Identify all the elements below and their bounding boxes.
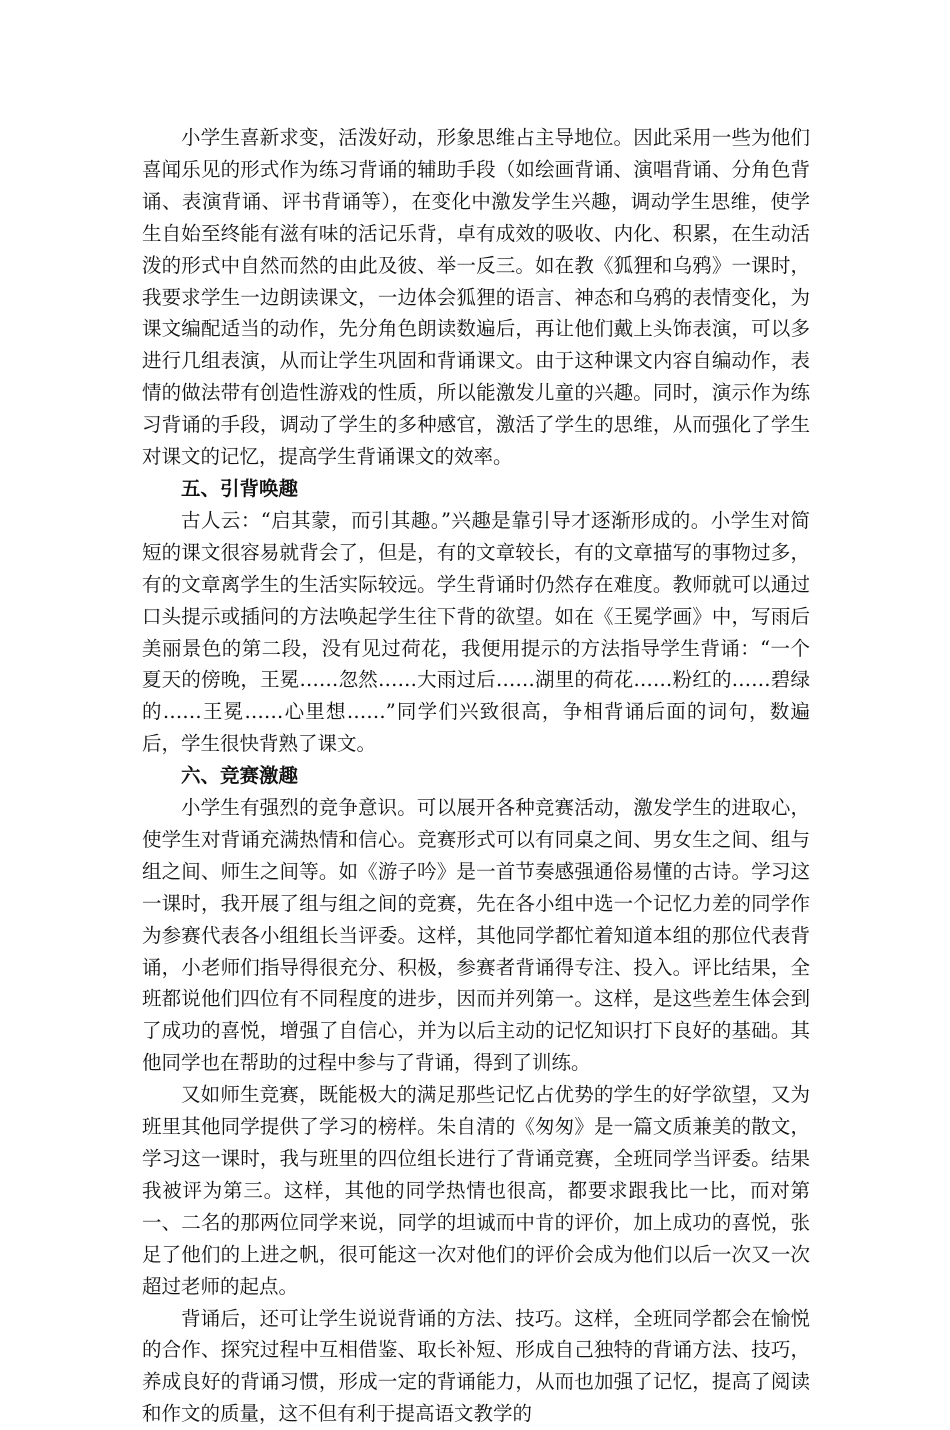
paragraph-intro: 小学生喜新求变，活泼好动，形象思维占主导地位。因此采用一些为他们喜闻乐见的形式作为练习背诵的辅助手段（如绘画背诵、演唱背诵、分角色背诵、表演背诵、评书背诵等），在变化中激发学生兴趣，调动学生思维，使学生自始至终能有滋有味的活记乐背，卓有成效的吸收、内化、积累，在生动活泼的形式中自然而然的由此及彼、举一反三。如在教《狐狸和乌鸦》一课时，我要求学生一边朗读课文，一边体会狐狸的语言、神态和乌鸦的表情变化，为课文编配适当的动作，先分角色朗读数遍后，再让他们戴上头饰表演，可以多进行几组表演，从而让学生巩固和背诵课文。由于这种课文内容自编动作，表情的做法带有创造性游戏的性质，所以能激发儿童的兴趣。同时，演示作为练习背诵的手段，调动了学生的多种感官，激活了学生的思维，从而强化了学生对课文的记忆，提高学生背诵课文的效率。 [142,126,810,469]
paragraph-section-6-a: 小学生有强烈的竞争意识。可以展开各种竞赛活动，激发学生的进取心，使学生对背诵充满热情和信心。竞赛形式可以有同桌之间、男女生之间、组与组之间、师生之间等。如《游子吟》是一首节奏感强通俗易懂的古诗。学习这一课时，我开展了组与组之间的竞赛，先在各小组中选一个记忆力差的同学作为参赛代表各小组组长当评委。这样，其他同学都忙着知道本组的那位代表背诵，小老师们指导得很充分、积极，参赛者背诵得专注、投入。评比结果，全班都说他们四位有不同程度的进步，因而并列第一。这样，是这些差生体会到了成功的喜悦，增强了自信心，并为以后主动的记忆知识打下良好的基础。其他同学也在帮助的过程中参与了背诵，得到了训练。 [142,796,810,1075]
paragraph-section-5: 古人云：“启其蒙，而引其趣。”兴趣是靠引导才逐渐形成的。小学生对简短的课文很容易就背会了，但是，有的文章较长，有的文章描写的事物过多，有的文章离学生的生活实际较远。学生背诵时仍然存在难度。教师就可以通过口头提示或插问的方法唤起学生往下背的欲望。如在《王冕学画》中，写雨后美丽景色的第二段，没有见过荷花，我便用提示的方法指导学生背诵：“一个夏天的傍晚，王冕……忽然……大雨过后……湖里的荷花……粉红的……碧绿的……王冕……心里想……”同学们兴致很高，争相背诵后面的词句，数遍后，学生很快背熟了课文。 [142,508,810,756]
paragraph-section-6-b: 又如师生竞赛，既能极大的满足那些记忆占优势的学生的好学欲望，又为班里其他同学提供了学习的榜样。朱自清的《匆匆》是一篇文质兼美的散文，学习这一课时，我与班里的四位组长进行了背诵竞赛，全班同学当评委。结果我被评为第三。这样，其他的同学热情也很高，都要求跟我比一比，而对第一、二名的那两位同学来说，同学的坦诚而中肯的评价，加上成功的喜悦，张足了他们的上进之帆，很可能这一次对他们的评价会成为他们以后一次又一次超过老师的起点。 [142,1083,810,1298]
document-page [142,122,810,1430]
paragraph-section-6-c: 背诵后，还可让学生说说背诵的方法、技巧。这样，全班同学都会在愉悦的合作、探究过程中互相借鉴、取长补短、形成自己独特的背诵方法、技巧，养成良好的背诵习惯，形成一定的背诵能力，从而也加强了记忆，提高了阅读和作文的质量，这不但有利于提高语文教学的 [142,1306,810,1426]
section-heading-6: 六、竞赛激趣 [181,764,299,788]
section-heading-5: 五、引背唤趣 [181,476,299,500]
